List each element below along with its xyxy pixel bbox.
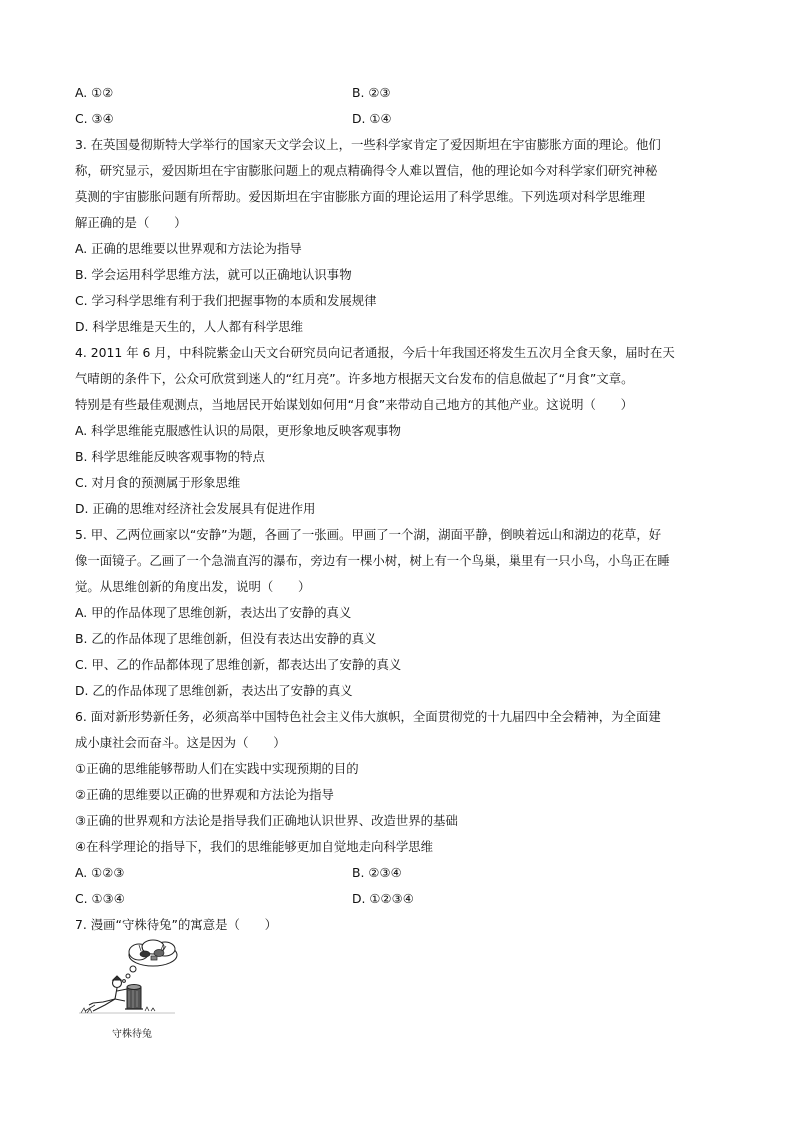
q2-option-c: C. ③④ (75, 111, 114, 126)
q4-option-d: D. 正确的思维对经济社会发展具有促进作用 (75, 501, 316, 516)
q6-statement: ①正确的思维能够帮助人们在实践中实现预期的目的 (75, 761, 359, 776)
q2-option-b: B. ②③ (352, 85, 391, 100)
q5-option-a: A. 甲的作品体现了思维创新，表达出了安静的真义 (75, 605, 352, 620)
cartoon-caption: 守株待兔 (112, 1029, 152, 1040)
q6-stem-line: 成小康社会而奋斗。这是因为（ ） (75, 735, 286, 750)
q6-statement: ②正确的思维要以正确的世界观和方法论为指导 (75, 787, 334, 802)
q6-statement: ④在科学理论的指导下，我们的思维能够更加自觉地走向科学思维 (75, 839, 434, 854)
q3-option-d: D. 科学思维是天生的，人人都有科学思维 (75, 319, 304, 334)
thought-cloud-icon (123, 940, 177, 982)
q2-option-a: A. ①② (75, 85, 114, 100)
cartoon-illustration (75, 925, 185, 1020)
q6-statement: ③正确的世界观和方法论是指导我们正确地认识世界、改造世界的基础 (75, 813, 458, 828)
q6-option-c: C. ①③④ (75, 891, 125, 906)
tree-stump-icon (125, 985, 143, 1010)
farmer-figure-icon (85, 976, 127, 1011)
q7-stem: 7. 漫画“守株待兔”的寓意是（ ） (75, 917, 278, 932)
q5-stem-line: 像一面镜子。乙画了一个急湍直泻的瀑布，旁边有一棵小树，树上有一个鸟巢，巢里有一只小鸟，小鸟正在睡 (75, 553, 670, 568)
q6-option-d: D. ①②③④ (352, 891, 414, 906)
q5-option-d: D. 乙的作品体现了思维创新，表达出了安静的真义 (75, 683, 353, 698)
q3-option-a: A. 正确的思维要以世界观和方法论为指导 (75, 241, 302, 256)
q4-stem-line: 气晴朗的条件下，公众可欣赏到迷人的“红月亮”。许多地方根据天文台发布的信息做起了“月食”文章。 (75, 371, 634, 386)
q3-stem-line: 称，研究显示，爱因斯坦在宇宙膨胀问题上的观点精确得令人难以置信，他的理论如今对科学家们研究神秘 (75, 163, 658, 178)
q6-option-b: B. ②③④ (352, 865, 402, 880)
q4-option-c: C. 对月食的预测属于形象思维 (75, 475, 241, 490)
q3-option-b: B. 学会运用科学思维方法，就可以正确地认识事物 (75, 267, 352, 282)
q3-option-c: C. 学习科学思维有利于我们把握事物的本质和发展规律 (75, 293, 377, 308)
q6-stem-line: 6. 面对新形势新任务，必须高举中国特色社会主义伟大旗帜，全面贯彻党的十九届四中全会精神，为全面建 (75, 709, 661, 724)
q3-stem-line: 莫测的宇宙膨胀问题有所帮助。爱因斯坦在宇宙膨胀方面的理论运用了科学思维。下列选项对科学思维理 (75, 189, 645, 204)
q4-option-a: A. 科学思维能克服感性认识的局限，更形象地反映客观事物 (75, 423, 401, 438)
q2-option-d: D. ①④ (352, 111, 392, 126)
q3-stem-line: 解正确的是（ ） (75, 215, 187, 230)
q4-option-b: B. 科学思维能反映客观事物的特点 (75, 449, 265, 464)
q4-stem-line: 特别是有些最佳观测点，当地居民开始谋划如何用“月食”来带动自己地方的其他产业。这说明（ ） (75, 397, 634, 412)
q3-stem-line: 3. 在英国曼彻斯特大学举行的国家天文学会议上，一些科学家肯定了爱因斯坦在宇宙膨胀方面的理论。他们 (75, 137, 661, 152)
q5-option-c: C. 甲、乙的作品都体现了思维创新，都表达出了安静的真义 (75, 657, 402, 672)
q5-option-b: B. 乙的作品体现了思维创新，但没有表达出安静的真义 (75, 631, 377, 646)
q5-stem-line: 5. 甲、乙两位画家以“安静”为题，各画了一张画。甲画了一个湖，湖面平静，倒映着远山和湖边的花草，好 (75, 527, 662, 542)
q6-option-a: A. ①②③ (75, 865, 125, 880)
q4-stem-line: 4. 2011 年 6 月，中科院紫金山天文台研究员向记者通报，今后十年我国还将发生五次月全食天象，届时在天 (75, 345, 675, 360)
q5-stem-line: 觉。从思维创新的角度出发，说明（ ） (75, 579, 311, 594)
